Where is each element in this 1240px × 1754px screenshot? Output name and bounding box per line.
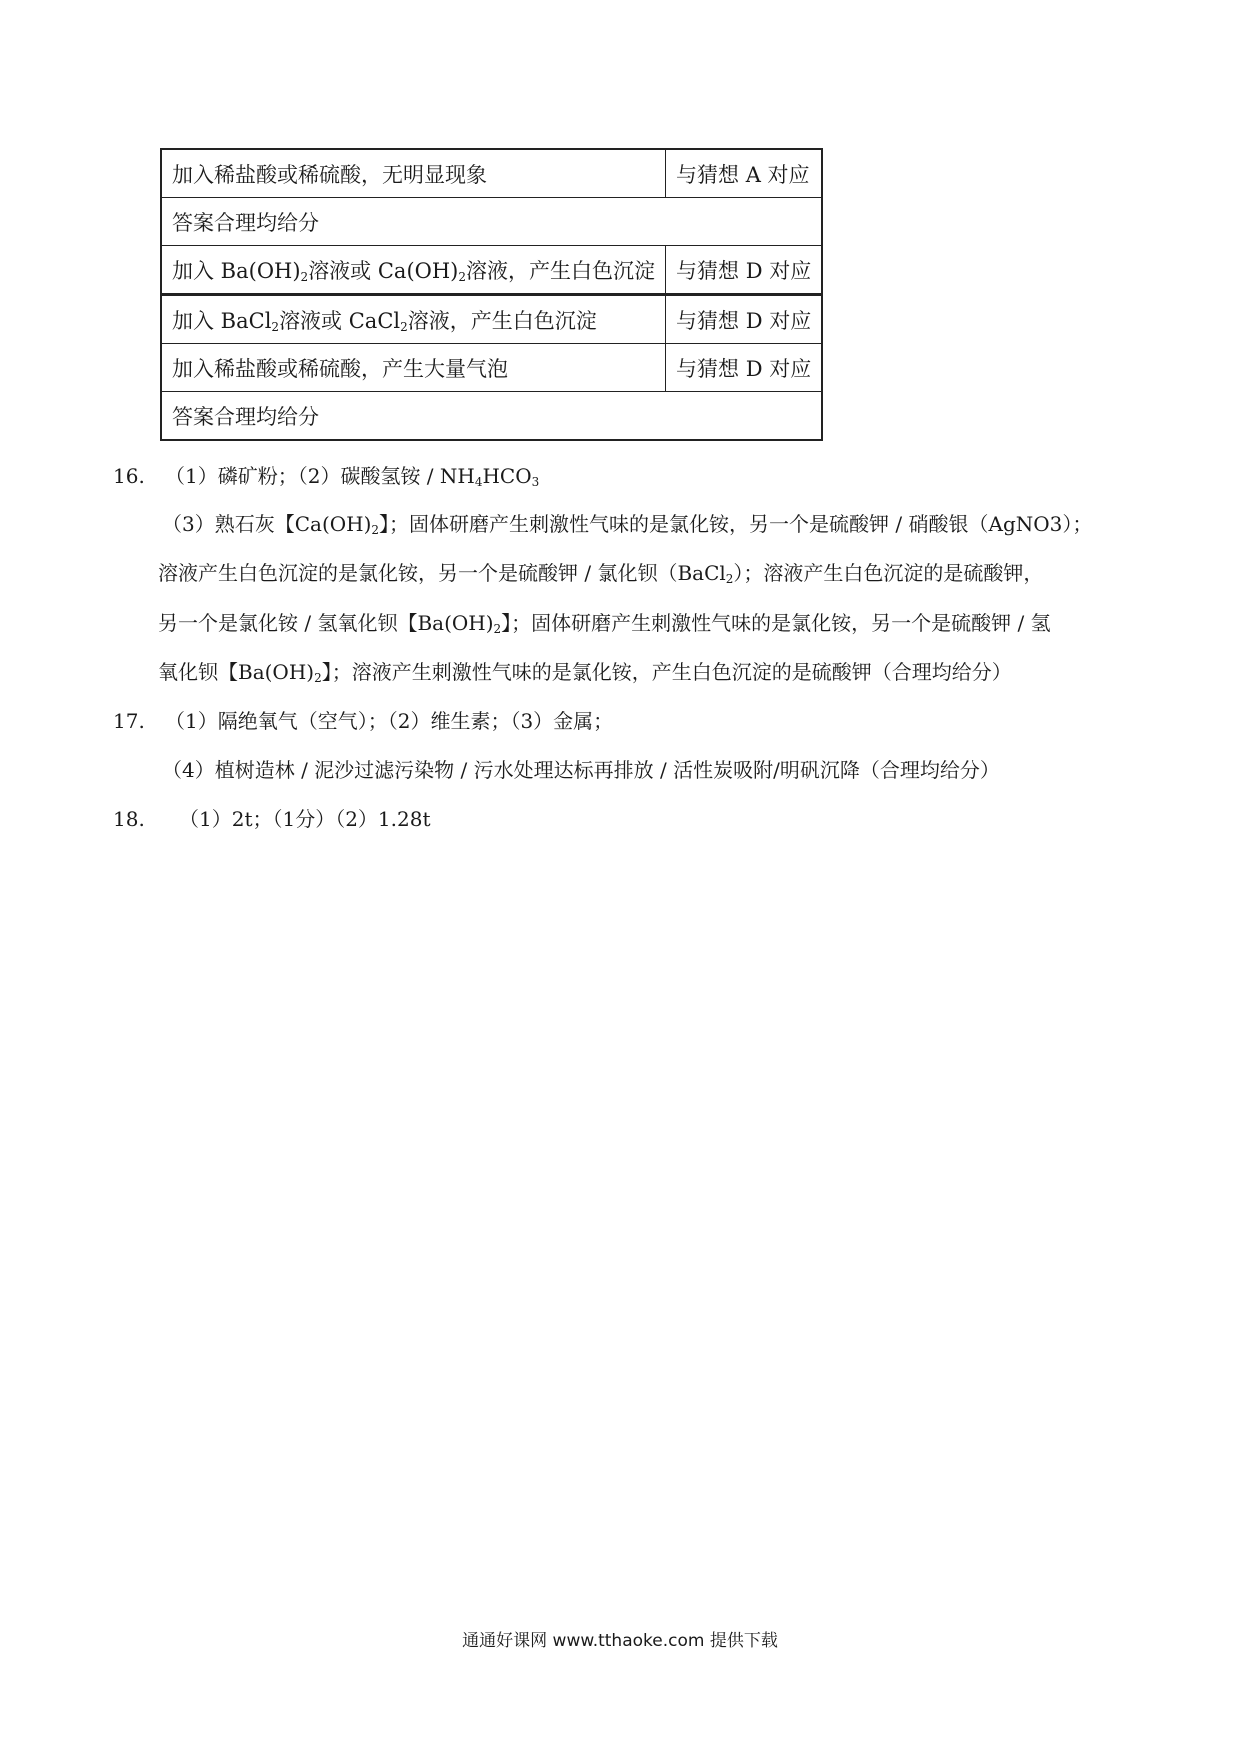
q16-line-1: 16. （1）磷矿粉；（2）碳酸氢铵 / $NH_4HCO_3$ <box>113 464 540 489</box>
table-row <box>161 149 822 198</box>
question-number: 18. <box>113 807 145 831</box>
table-row <box>161 392 822 441</box>
q16-line-2: （3）熟石灰【$Ca(OH)_2$】；固体研磨产生刺激性气味的是氯化铵，另一个是硫酸钾 / 硝酸银（AgNO3）； <box>162 512 1093 537</box>
table-cell-condition: 加入稀盐酸或稀硫酸，无明显现象 <box>161 149 666 198</box>
table-cell-result: 与猜想 A 对应 <box>666 149 823 198</box>
table-cell-note: 答案合理均给分 <box>161 198 822 246</box>
question-number: 17. <box>113 709 145 733</box>
table-row <box>161 295 822 344</box>
table-cell-condition: 加入 BaCl$_2$溶液或 CaCl$_2$溶液，产生白色沉淀 <box>161 295 666 344</box>
table-cell-result: 与猜想 D 对应 <box>666 344 823 392</box>
page-footer: 通通好课网 www.tthaoke.com 提供下载 <box>462 1631 778 1651</box>
table-cell-result: 与猜想 D 对应 <box>666 246 823 295</box>
answer-table <box>160 148 823 441</box>
q16-line-5: 氧化钡【$Ba(OH)_2$】；溶液产生刺激性气味的是氯化铵，产生白色沉淀的是硫酸钾（合理均给分） <box>158 660 1012 685</box>
question-number: 16. <box>113 464 145 488</box>
table-cell-condition: 加入稀盐酸或稀硫酸，产生大量气泡 <box>161 344 666 392</box>
q16-line-3: 溶液产生白色沉淀的是氯化铵，另一个是硫酸钾 / 氯化钡（BaCl$_2$）；溶液产生白色沉淀的是硫酸钾， <box>158 561 1044 586</box>
q17-line-2: （4）植树造林 / 泥沙过滤污染物 / 污水处理达标再排放 / 活性炭吸附/明矾沉降（合理均给分） <box>162 758 1000 782</box>
q16-line-4: 另一个是氯化铵 / 氢氧化钡【$Ba(OH)_2$】；固体研磨产生刺激性气味的是氯化铵，另一个是硫酸钾 / 氢 <box>158 611 1051 636</box>
table-row <box>161 246 822 295</box>
q18-line-1: 18. （1）2t；（1分）（2）1.28t <box>113 807 431 831</box>
table-cell-note: 答案合理均给分 <box>161 392 822 441</box>
q17-line-1: 17. （1）隔绝氧气（空气）；（2）维生素；（3）金属； <box>113 709 614 733</box>
table-cell-result: 与猜想 D 对应 <box>666 295 823 344</box>
table-cell-condition: 加入 $Ba(OH)_2$溶液或 $Ca(OH)_2$溶液，产生白色沉淀 <box>161 246 666 295</box>
table-row <box>161 344 822 392</box>
table-row <box>161 198 822 246</box>
